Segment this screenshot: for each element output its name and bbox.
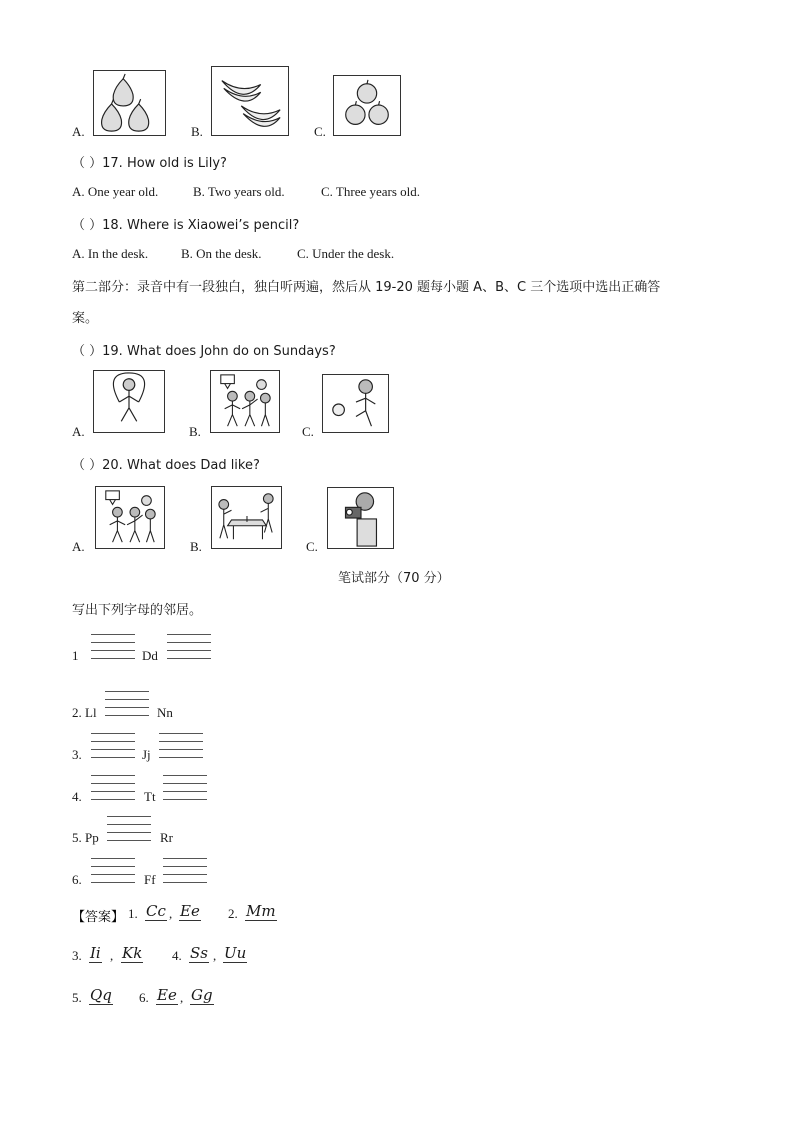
answer-4-first: Ss bbox=[190, 944, 208, 962]
letter-item-2-number: 2. Ll bbox=[72, 705, 97, 720]
q16-option-c-label: C. bbox=[314, 124, 326, 139]
q20-option-b-label: B. bbox=[190, 539, 202, 554]
answer-6-second: Gg bbox=[191, 986, 213, 1004]
answer-label: 【答案】 bbox=[72, 910, 125, 925]
letter-item-5-given: Rr bbox=[160, 830, 173, 845]
bananas-icon bbox=[211, 66, 289, 136]
letter-neighbors-instruction: 写出下列字母的邻居。 bbox=[72, 603, 203, 618]
q18-option-a: A. In the desk. bbox=[72, 246, 149, 261]
letter-item-2-given: Nn bbox=[157, 705, 173, 720]
apples-icon bbox=[333, 75, 401, 136]
answer-6-number: 6. bbox=[139, 990, 149, 1005]
answer-1-second: Ee bbox=[180, 902, 200, 920]
writing-lines bbox=[91, 858, 135, 884]
part2-instruction-line1: 第二部分：录音中有一段独白，独白听两遍，然后从 19-20 题每小题 A、B、C 三个选项中选出正确答 bbox=[72, 280, 661, 295]
answer-5-number: 5. bbox=[72, 990, 82, 1005]
writing-lines bbox=[105, 691, 149, 717]
answer-1-number: 1. bbox=[128, 906, 138, 921]
q17-option-b: B. Two years old. bbox=[193, 184, 285, 199]
q18-option-c: C. Under the desk. bbox=[297, 246, 395, 261]
q19-option-a-label: A. bbox=[72, 424, 85, 439]
writing-lines bbox=[91, 634, 135, 660]
q17-question: （ ）17. How old is Lily? bbox=[72, 156, 227, 171]
ping-pong-icon bbox=[211, 486, 282, 549]
letter-item-1-given: Dd bbox=[142, 648, 158, 663]
q17-option-c: C. Three years old. bbox=[321, 184, 421, 199]
q20-option-a-label: A. bbox=[72, 539, 85, 554]
writing-lines bbox=[91, 733, 135, 759]
jump-rope-icon bbox=[93, 370, 165, 433]
basketball-kids-icon bbox=[95, 486, 165, 549]
letter-item-4-number: 4. bbox=[72, 789, 82, 804]
letter-item-3-given: Jj bbox=[142, 747, 151, 762]
answer-3-second: Kk bbox=[122, 944, 143, 962]
q19-question: （ ）19. What does John do on Sundays? bbox=[72, 344, 336, 359]
answer-3-first: Ii bbox=[90, 944, 101, 962]
answer-3-number: 3. bbox=[72, 948, 82, 963]
q17-option-a: A. One year old. bbox=[72, 184, 159, 199]
q16-option-a-label: A. bbox=[72, 124, 85, 139]
letter-item-1-number: 1 bbox=[72, 648, 79, 663]
writing-lines bbox=[159, 733, 203, 759]
letter-item-4-given: Tt bbox=[144, 789, 156, 804]
q18-question: （ ）18. Where is Xiaowei’s pencil? bbox=[72, 218, 300, 233]
answer-1-first: Cc bbox=[146, 902, 166, 920]
answer-6-first: Ee bbox=[157, 986, 177, 1004]
writing-lines bbox=[163, 858, 207, 884]
q18-option-b: B. On the desk. bbox=[181, 246, 262, 261]
answer-4-second: Uu bbox=[224, 944, 247, 962]
q20-question: （ ）20. What does Dad like? bbox=[72, 458, 260, 473]
letter-item-6-number: 6. bbox=[72, 872, 82, 887]
writing-lines bbox=[163, 775, 207, 801]
letter-item-3-number: 3. bbox=[72, 747, 82, 762]
part2-instruction-line2: 案。 bbox=[72, 311, 99, 326]
writing-lines bbox=[91, 775, 135, 801]
soccer-boy-icon bbox=[322, 374, 389, 433]
q20-option-c-label: C. bbox=[306, 539, 318, 554]
pears-icon bbox=[93, 70, 166, 136]
basketball-kids-icon bbox=[210, 370, 280, 433]
answer-6-separator: , bbox=[180, 990, 184, 1005]
written-section-title: 笔试部分（70 分） bbox=[338, 571, 450, 586]
writing-lines bbox=[107, 816, 151, 842]
answer-4-number: 4. bbox=[172, 948, 182, 963]
answer-5-first: Qq bbox=[90, 986, 112, 1004]
answer-2-first: Mm bbox=[246, 902, 276, 920]
q19-option-b-label: B. bbox=[189, 424, 201, 439]
answer-3-separator: , bbox=[110, 948, 114, 963]
answer-2-number: 2. bbox=[228, 906, 238, 921]
letter-item-6-given: Ff bbox=[144, 872, 156, 887]
q19-option-c-label: C. bbox=[302, 424, 314, 439]
answer-4-separator: , bbox=[213, 948, 217, 963]
letter-item-5-number: 5. Pp bbox=[72, 830, 99, 845]
q16-option-b-label: B. bbox=[191, 124, 203, 139]
camera-man-icon bbox=[327, 487, 394, 549]
writing-lines bbox=[167, 634, 211, 660]
answer-1-separator: , bbox=[169, 906, 173, 921]
